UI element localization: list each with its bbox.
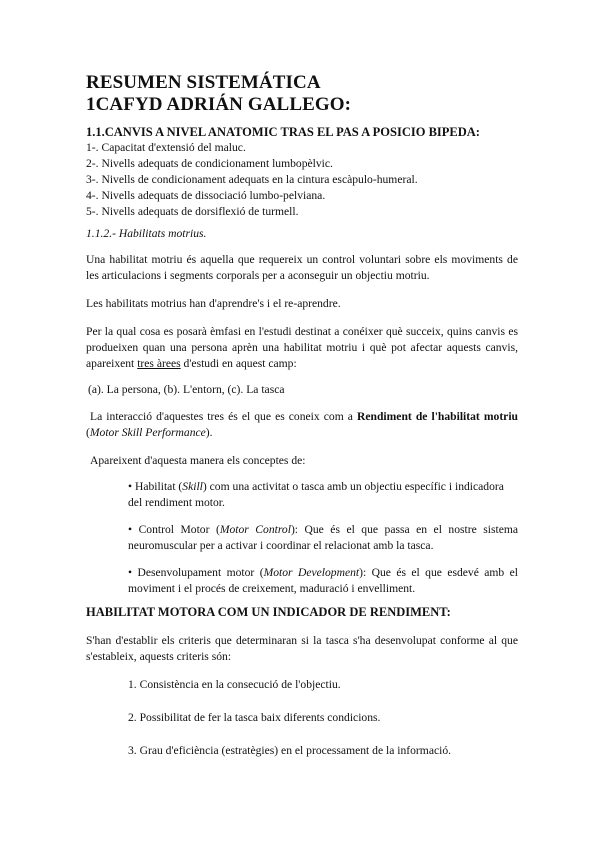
concept-term: Control Motor (: [138, 523, 220, 536]
concept-term-italic: Motor Control: [219, 523, 291, 536]
concept-term: Habilitat (: [134, 480, 183, 493]
paragraph-performance-text: La interacció d'aquestes tres és el que es coneix com a: [90, 410, 357, 423]
underlined-term: tres àrees: [137, 357, 181, 370]
paragraph-performance: [86, 409, 518, 441]
bullet-icon: •: [128, 523, 133, 536]
criteria-item: 3. Grau d'eficiència (estratègies) en el processament de la informació.: [128, 744, 452, 757]
concept-term-italic: Skill: [182, 480, 203, 493]
list-item: 2-. Nivells adequats de condicionament lumbopèlvic.: [86, 157, 333, 170]
paragraph-definition: Una habilitat motriu és aquella que requereix un control voluntari sobre els moviments de les articulacions i segments corporals per a aconseguir un objectiu motriu.: [86, 253, 518, 282]
list-item: 1-. Capacitat d'extensió del maluc.: [86, 141, 246, 154]
areas-list: (a). La persona, (b). L'entorn, (c). La tasca: [88, 383, 285, 396]
concept-item: [128, 565, 518, 597]
italic-term: Motor Skill Performance: [89, 426, 206, 439]
criteria-item: 1. Consistència en la consecució de l'objectiu.: [128, 678, 341, 691]
paragraph-relearn: Les habilitats motrius han d'aprendre's i el re-aprendre.: [86, 297, 341, 310]
paren-open: (: [86, 426, 90, 439]
section-1-heading: 1.1.CANVIS A NIVEL ANATOMIC TRAS EL PAS A POSICIO BIPEDA:: [86, 125, 480, 139]
title-line-2: 1CAFYD ADRIÁN GALLEGO:: [86, 94, 352, 115]
list-item: 5-. Nivells adequats de dorsiflexió de turmell.: [86, 205, 299, 218]
criteria-item: 2. Possibilitat de fer la tasca baix diferents condicions.: [128, 711, 381, 724]
list-item: 4-. Nivells adequats de dissociació lumbo-pelviana.: [86, 189, 326, 202]
section-2-heading: HABILITAT MOTORA COM UN INDICADOR DE RENDIMENT:: [86, 605, 451, 619]
subsection-heading: 1.1.2.- Habilitats motrius.: [86, 227, 207, 240]
concept-description: ): Que és el que esdevé amb el moviment i el procés de creixement, maduració i envelliment.: [128, 566, 519, 595]
section-1-list: [86, 140, 518, 220]
concept-description: ): Que és el que passa en el nostre sistema neuromuscular per a activar i coordinar el relacionat amb la tasca.: [128, 523, 519, 552]
paragraph-areas-tail: d'estudi en aquest camp:: [180, 357, 297, 370]
paren-close: ).: [205, 426, 213, 439]
paragraph-concepts-intro: Apareixent d'aquesta manera els conceptes de:: [90, 454, 306, 467]
paragraph-areas: [86, 324, 518, 372]
bullet-icon: •: [128, 566, 133, 579]
paragraph-areas-text: Per la qual cosa es posarà èmfasi en l'estudi destinat a conéixer què succeix, quins canvis es produeixen quan una persona aprèn una habilitat motriu i què pot afectar aquests canvis, apareixent: [86, 325, 518, 370]
document-title: [86, 72, 518, 116]
concept-item: [128, 479, 518, 511]
bold-term: Rendiment de l'habilitat motriu: [357, 410, 518, 423]
bullet-icon: •: [128, 480, 133, 493]
concept-description: ) com una activitat o tasca amb un objectiu específic i indicadora del rendiment motor.: [128, 480, 504, 509]
concept-term: Desenvolupament motor (: [137, 566, 264, 579]
concept-item: [128, 522, 518, 554]
paragraph-criteria-intro: S'han d'establir els criteris que determinaran si la tasca s'ha desenvolupat conforme al que s'estableix, aquests criteris són:: [86, 634, 518, 663]
title-line-1: RESUMEN SISTEMÁTICA: [86, 72, 321, 93]
list-item: 3-. Nivells de condicionament adequats en la cintura escàpulo-humeral.: [86, 173, 418, 186]
concept-term-italic: Motor Development: [263, 566, 360, 579]
